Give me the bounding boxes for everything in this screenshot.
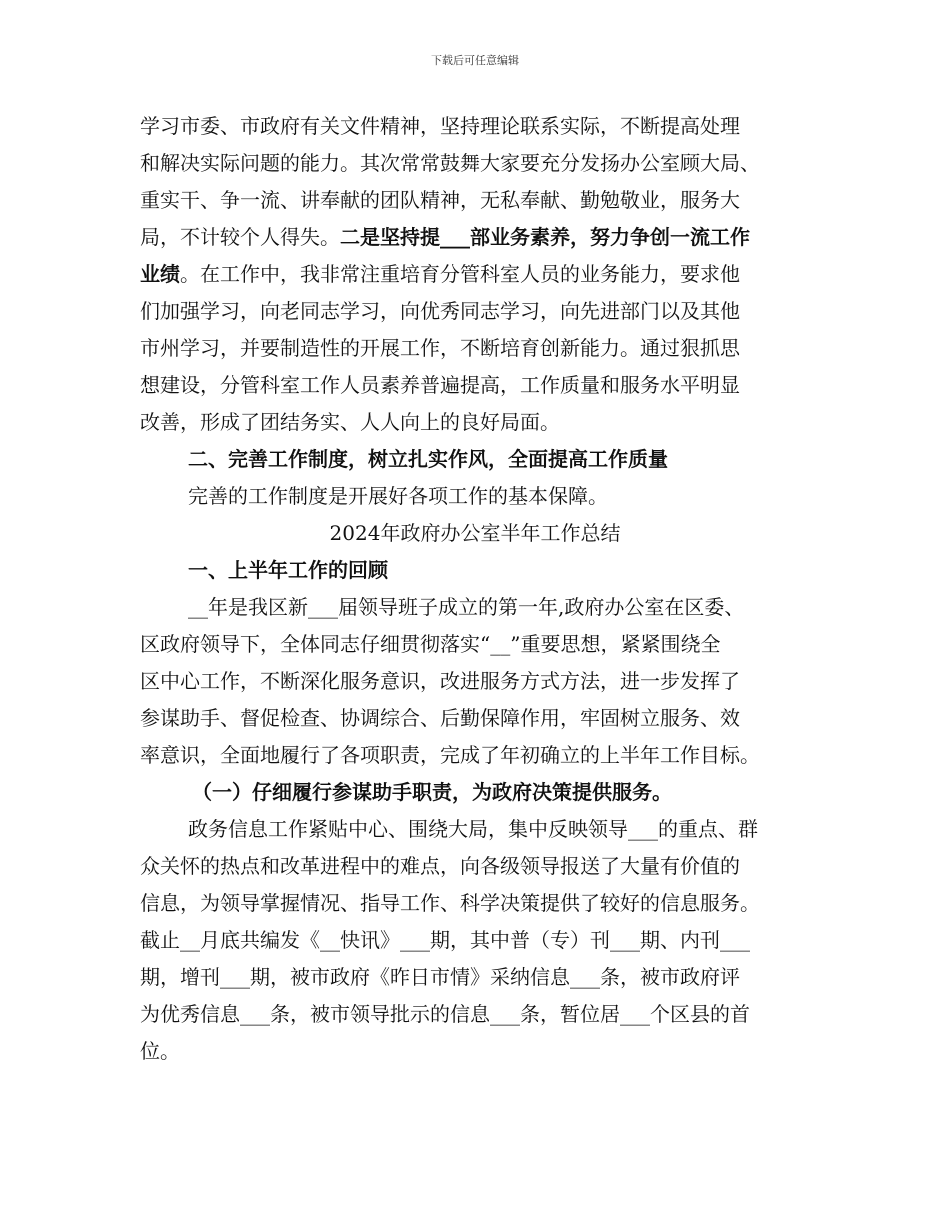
body-line: 们加强学习，向老同志学习，向优秀同志学习，向先进部门以及其他 xyxy=(140,299,740,323)
document-title: 2024年政府办公室半年工作总结 xyxy=(329,521,621,545)
body-line-mixed xyxy=(140,225,750,249)
page-header: 下载后可任意编辑 xyxy=(431,54,519,67)
body-line: 为优秀信息___条，被市领导批示的信息___条，暂位居___个区县的首 xyxy=(140,1002,750,1026)
body-text: 局，不计较个人得失。 xyxy=(140,225,340,249)
bold-heading-text: 业绩 xyxy=(140,262,180,286)
body-line: 重实干、争一流、讲奉献的团队精神，无私奉献、勤勉敬业，服务大 xyxy=(140,188,740,212)
body-line: 市州学习，并要制造性的开展工作，不断培育创新能力。通过狠抓思 xyxy=(140,336,740,360)
body-line: __年是我区新___届领导班子成立的第一年,政府办公室在区委、 xyxy=(188,595,745,619)
body-line: 想建设，分管科室工作人员素养普遍提高，工作质量和服务水平明显 xyxy=(140,373,740,397)
body-line: 参谋助手、督促检查、协调综合、后勤保障作用，牢固树立服务、效 xyxy=(140,706,740,730)
body-line: 众关怀的热点和改革进程中的难点，向各级领导报送了大量有价值的 xyxy=(140,854,740,878)
body-line: 学习市委、市政府有关文件精神，坚持理论联系实际，不断提高处理 xyxy=(140,114,740,138)
bold-heading-text: 二是坚持提___部业务素养，努力争创一流工作 xyxy=(340,225,750,249)
body-line-mixed xyxy=(140,262,740,286)
body-line: 位。 xyxy=(140,1039,180,1063)
body-line: 期，增刊___期，被市政府《昨日市情》采纳信息___条，被市政府评 xyxy=(140,965,740,989)
body-line: 和解决实际问题的能力。其次常常鼓舞大家要充分发扬办公室顾大局、 xyxy=(140,151,760,175)
body-line: 改善，形成了团结务实、人人向上的良好局面。 xyxy=(140,410,560,434)
body-line: 区政府领导下，全体同志仔细贯彻落实“__”重要思想，紧紧围绕全 xyxy=(140,632,721,656)
section-heading: 二、完善工作制度，树立扎实作风，全面提高工作质量 xyxy=(188,447,668,471)
body-line: 完善的工作制度是开展好各项工作的基本保障。 xyxy=(188,484,608,508)
body-line: 信息，为领导掌握情况、指导工作、科学决策提供了较好的信息服务。 xyxy=(140,891,760,915)
body-line: 政务信息工作紧贴中心、围绕大局，集中反映领导___的重点、群 xyxy=(188,817,758,841)
body-line: 截止__月底共编发《__快讯》___期，其中普（专）刊___期、内刊___ xyxy=(140,928,750,952)
body-line: 率意识，全面地履行了各项职责，完成了年初确立的上半年工作目标。 xyxy=(140,743,760,767)
subsection-heading: （一）仔细履行参谋助手职责，为政府决策提供服务。 xyxy=(192,780,672,804)
body-line: 区中心工作，不断深化服务意识，改进服务方式方法，进一步发挥了 xyxy=(140,669,740,693)
body-text: 。在工作中，我非常注重培育分管科室人员的业务能力，要求他 xyxy=(180,262,740,286)
section-heading: 一、上半年工作的回顾 xyxy=(188,558,388,582)
